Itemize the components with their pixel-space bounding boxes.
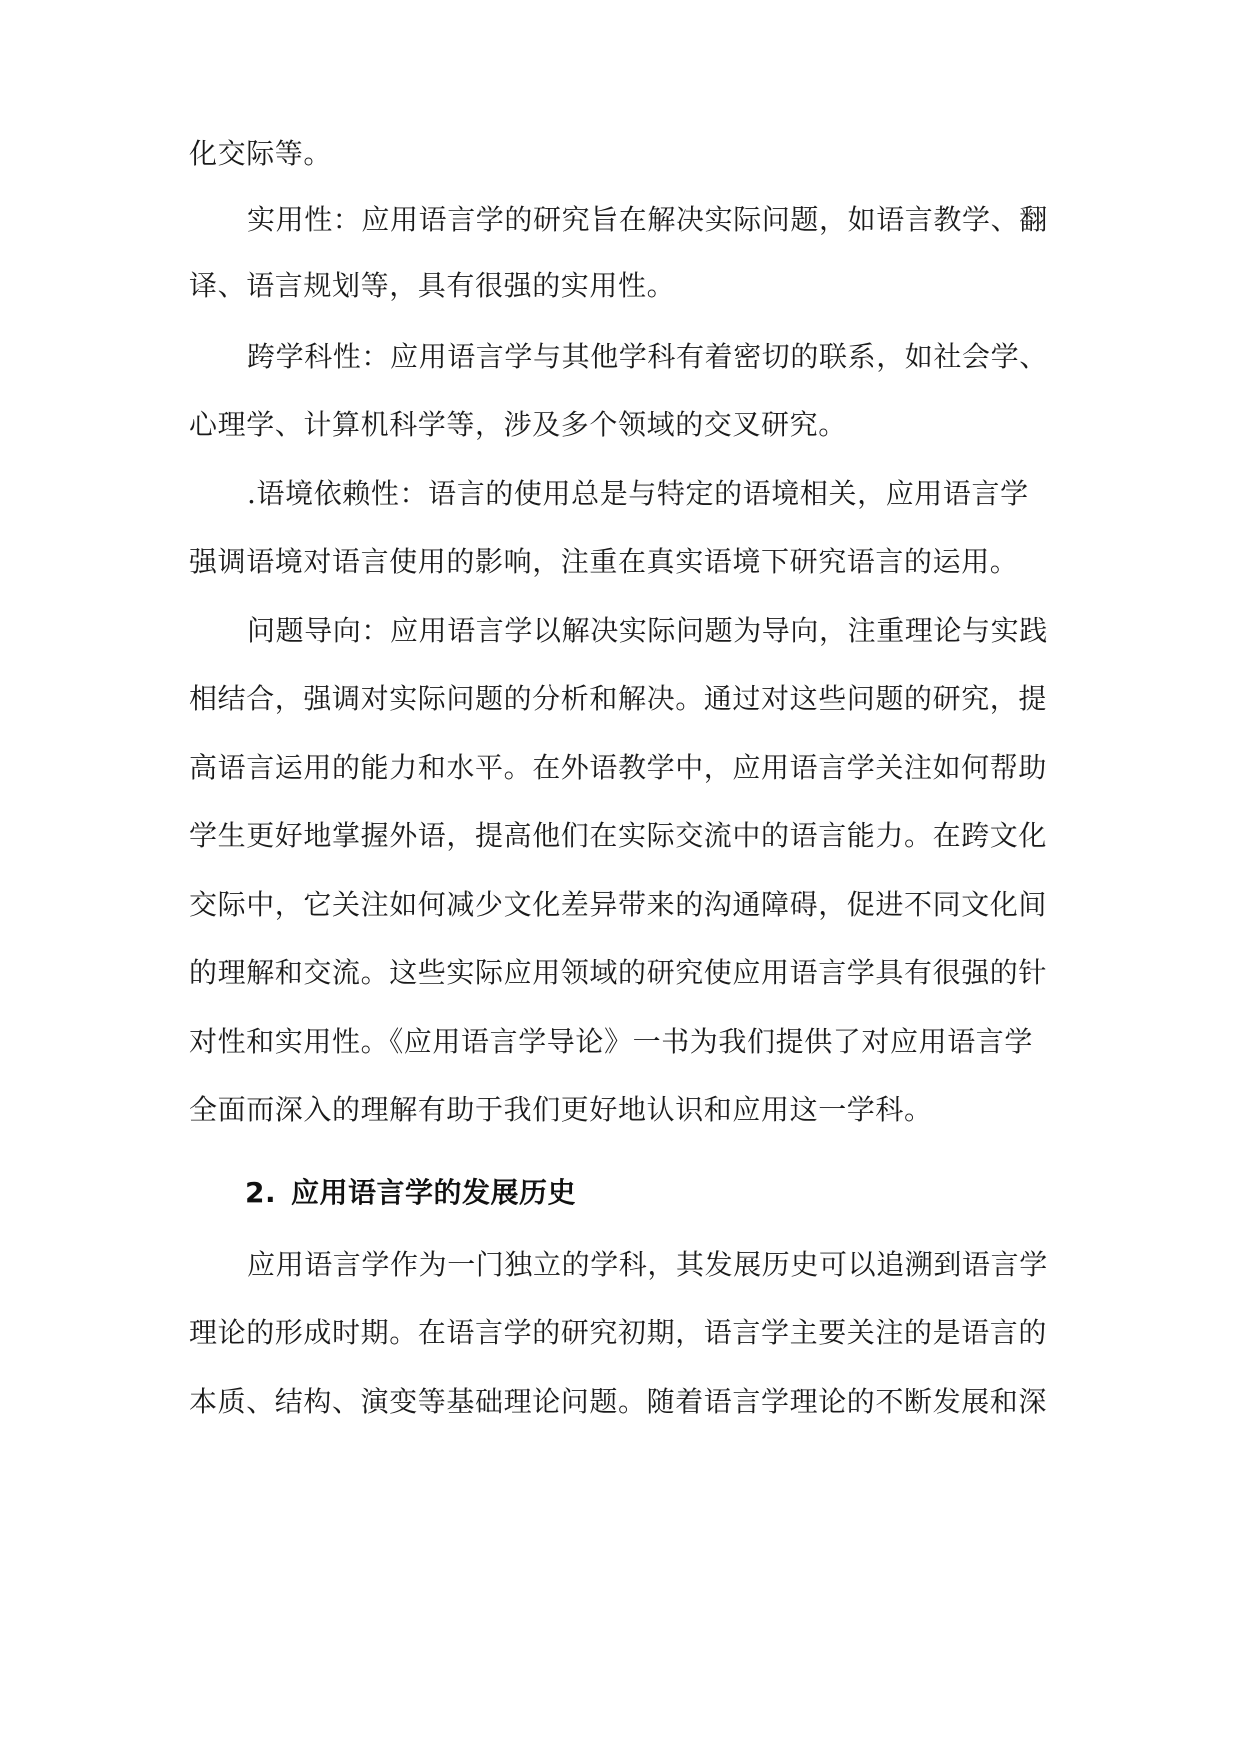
- section-text-line-3: 本质、结构、演变等基础理论问题。随着语言学理论的不断发展和深: [189, 1385, 1048, 1418]
- text-line-1: 化交际等。: [189, 137, 333, 170]
- section-title: 应用语言学的发展历史: [291, 1176, 577, 1209]
- text-line-14: 对性和实用性。《应用语言学导论》一书为我们提供了对应用语言学: [189, 1025, 1034, 1058]
- section-number: 2.: [245, 1176, 277, 1209]
- text-line-12: 交际中，它关注如何减少文化差异带来的沟通障碍，促进不同文化间: [189, 888, 1048, 921]
- text-line-15: 全面而深入的理解有助于我们更好地认识和应用这一学科。: [189, 1093, 933, 1126]
- text-line-13: 的理解和交流。这些实际应用领域的研究使应用语言学具有很强的针: [189, 956, 1048, 989]
- section-heading: [245, 1175, 576, 1211]
- paragraph-history: 应用语言学作为一门独立的学科，其发展历史可以追溯到语言学: [247, 1248, 1048, 1281]
- text-line-9: 相结合，强调对实际问题的分析和解决。通过对这些问题的研究，提: [189, 682, 1048, 715]
- text-line-10: 高语言运用的能力和水平。在外语教学中，应用语言学关注如何帮助: [189, 751, 1048, 784]
- section-text-line-2: 理论的形成时期。在语言学的研究初期，语言学主要关注的是语言的: [189, 1316, 1048, 1349]
- paragraph-interdisciplinary: 跨学科性：应用语言学与其他学科有着密切的联系，如社会学、: [247, 340, 1048, 373]
- text-line-7: 强调语境对语言使用的影响，注重在真实语境下研究语言的运用。: [189, 545, 1019, 578]
- text-line-3: 译、语言规划等，具有很强的实用性。: [189, 269, 676, 302]
- paragraph-problem-oriented: 问题导向：应用语言学以解决实际问题为导向，注重理论与实践: [247, 614, 1048, 647]
- text-line-11: 学生更好地掌握外语，提高他们在实际交流中的语言能力。在跨文化: [189, 819, 1048, 852]
- text-line-5: 心理学、计算机科学等，涉及多个领域的交叉研究。: [189, 408, 847, 441]
- paragraph-practicality: 实用性：应用语言学的研究旨在解决实际问题，如语言教学、翻: [247, 203, 1048, 236]
- paragraph-context-dependence: .语境依赖性：语言的使用总是与特定的语境相关，应用语言学: [247, 477, 1029, 510]
